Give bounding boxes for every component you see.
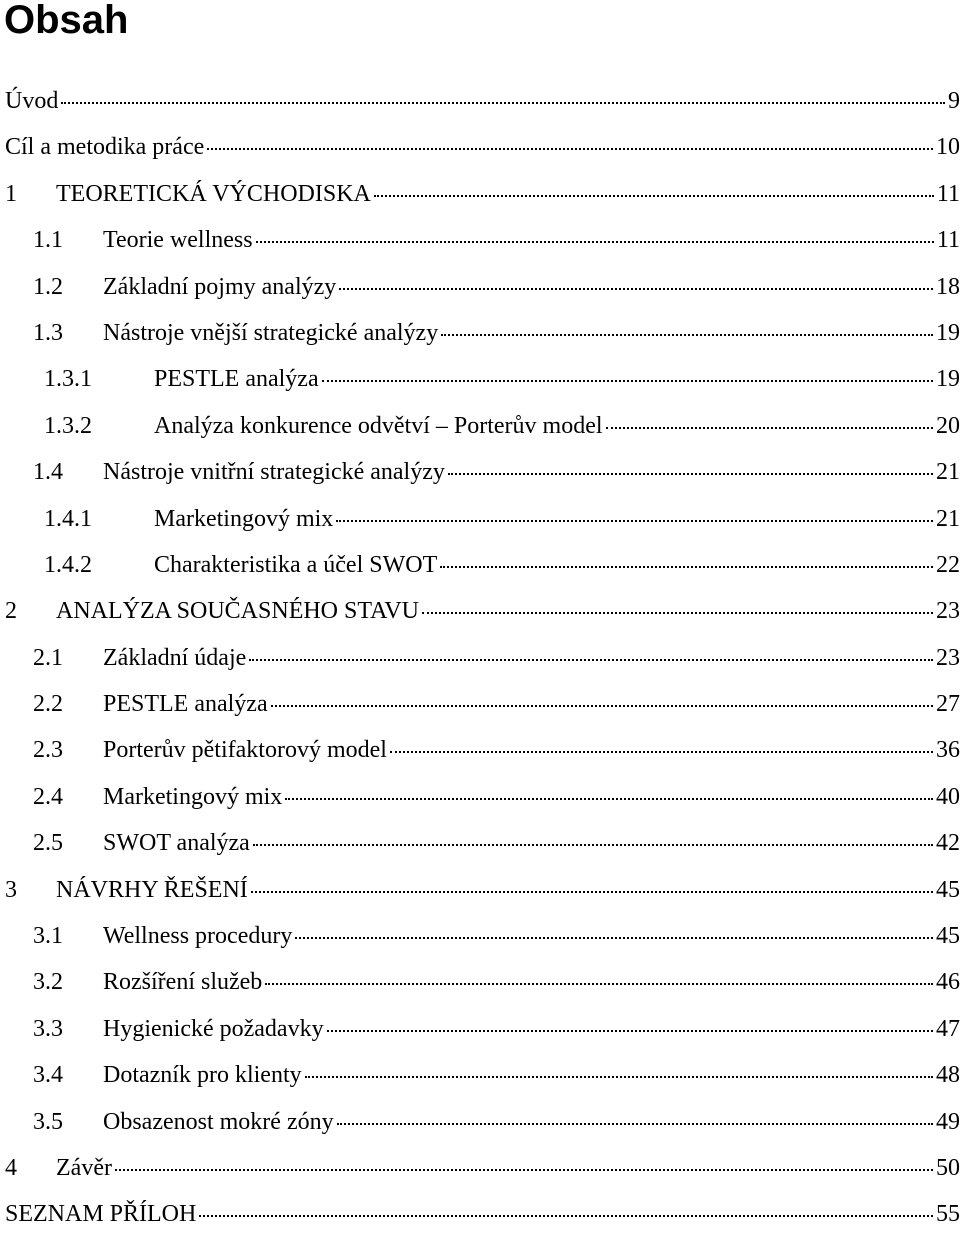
toc-entry-number: 2 [5,598,17,625]
dot-leader [61,102,945,104]
dot-leader [448,473,933,475]
toc-entry-number: 2.2 [33,691,63,718]
dot-leader [295,937,933,939]
toc-entry-page: 46 [936,969,960,996]
toc-entry[interactable] [0,356,960,402]
toc-entry[interactable] [0,1006,960,1052]
toc-entry[interactable] [0,820,960,866]
toc-entry-page: 40 [936,783,960,810]
toc-entry[interactable] [0,588,960,634]
toc-entry[interactable] [0,774,960,820]
toc-entry-number: 1.4 [33,459,63,486]
dot-leader [339,288,933,290]
toc-entry[interactable] [0,913,960,959]
dot-leader [440,566,933,568]
toc-entry-page: 47 [936,1015,960,1042]
dot-leader [327,1030,933,1032]
toc-entry-title: ANALÝZA SOUČASNÉHO STAVU [56,598,419,625]
toc-entry-title: Marketingový mix [154,505,334,532]
dot-leader [322,380,933,382]
toc-entry-number: 2.5 [33,830,63,857]
toc-entry-title: SEZNAM PŘÍLOH [5,1201,197,1228]
toc-entry[interactable] [0,496,960,542]
toc-entry-page: 45 [936,923,960,950]
toc-entry-title: Teorie wellness [103,227,253,254]
toc-entry-number: 2.1 [33,644,63,671]
toc-entry[interactable] [0,264,960,310]
toc-entry[interactable] [0,1145,960,1191]
page-title: Obsah [4,0,129,42]
toc-entry-page: 20 [936,412,960,439]
toc-entry[interactable] [0,217,960,263]
dot-leader [256,241,934,243]
dot-leader [305,1076,933,1078]
toc-entry-page: 9 [948,88,960,114]
toc-entry-title: PESTLE analýza [154,366,319,393]
toc-entry-page: 45 [936,876,960,903]
dot-leader [207,148,933,150]
toc-entry-number: 4 [5,1154,17,1181]
toc-entry-title: Charakteristika a účel SWOT [154,551,438,578]
toc-entry-page: 19 [936,366,960,393]
toc-entry[interactable] [0,78,960,124]
toc-entry-page: 23 [936,598,960,625]
toc-entry-title: SWOT analýza [103,830,250,857]
toc-entry[interactable] [0,171,960,217]
toc-entry-title: Obsazenost mokré zóny [103,1108,334,1135]
toc-entry-title: Porterův pětifaktorový model [103,737,387,764]
toc-entry-page: 42 [936,830,960,857]
toc-entry-number: 2.3 [33,737,63,764]
dot-leader [441,334,933,336]
toc-entry-number: 3 [5,876,17,903]
toc-entry-page: 21 [936,459,960,486]
toc-entry-number: 1 [5,180,17,207]
toc-entry-title: Marketingový mix [103,783,283,810]
toc-entry-page: 27 [936,691,960,718]
toc-entry-number: 1.3.1 [44,366,92,393]
toc-entry-title: Úvod [5,88,59,114]
toc-entry[interactable] [0,635,960,681]
toc-entry-title: PESTLE analýza [103,691,268,718]
toc-entry-number: 1.4.1 [44,505,92,532]
dot-leader [337,1123,933,1125]
dot-leader [390,751,933,753]
toc-entry-page: 23 [936,644,960,671]
dot-leader [285,798,933,800]
toc-entry-title: Hygienické požadavky [103,1015,324,1042]
toc-entry-number: 1.2 [33,273,63,300]
toc-entry[interactable] [0,1099,960,1145]
toc-entry[interactable] [0,310,960,356]
toc-entry-title: Základní údaje [103,644,247,671]
toc-entry-title: TEORETICKÁ VÝCHODISKA [56,180,371,207]
toc-entry-title: Základní pojmy analýzy [103,273,337,300]
toc-entry-title: Závěr [56,1154,112,1181]
dot-leader [271,705,933,707]
toc-entry-number: 1.3.2 [44,412,92,439]
toc-entry[interactable] [0,867,960,913]
toc-entry-title: Cíl a metodika práce [5,134,205,161]
toc-entry-number: 2.4 [33,783,63,810]
toc-entry[interactable] [0,403,960,449]
toc-entry-title: Nástroje vnitřní strategické analýzy [103,459,445,486]
dot-leader [199,1215,933,1217]
toc-entry-number: 3.5 [33,1108,63,1135]
toc-entry[interactable] [0,449,960,495]
toc-entry-page: 19 [936,319,960,346]
toc-entry-page: 49 [936,1108,960,1135]
toc-entry-page: 18 [936,273,960,300]
toc-entry-number: 1.1 [33,227,63,254]
dot-leader [249,659,933,661]
toc-entry-page: 10 [936,134,960,161]
toc-entry-page: 55 [936,1201,960,1228]
toc-entry-number: 3.4 [33,1062,63,1089]
table-of-contents [0,78,960,1238]
dot-leader [606,427,933,429]
toc-entry-title: Nástroje vnější strategické analýzy [103,319,439,346]
toc-entry[interactable] [0,959,960,1005]
toc-entry[interactable] [0,727,960,773]
toc-entry-title: Dotazník pro klienty [103,1062,302,1089]
toc-entry-title: Rozšíření služeb [103,969,263,996]
toc-entry[interactable] [0,542,960,588]
toc-entry-title: Wellness procedury [103,923,293,950]
dot-leader [253,844,933,846]
toc-entry-number: 1.3 [33,319,63,346]
dot-leader [374,195,934,197]
toc-entry-title: Analýza konkurence odvětví – Porterův model [154,412,603,439]
toc-entry[interactable] [0,1052,960,1098]
toc-entry[interactable] [0,1191,960,1237]
toc-entry-page: 48 [936,1062,960,1089]
dot-leader [251,891,933,893]
toc-entry-page: 21 [936,505,960,532]
toc-entry-title: NÁVRHY ŘEŠENÍ [56,876,248,903]
dot-leader [265,983,933,985]
toc-entry-page: 22 [936,551,960,578]
toc-entry-page: 11 [936,227,960,254]
toc-entry[interactable] [0,681,960,727]
toc-entry-number: 3.3 [33,1015,63,1042]
toc-entry-number: 1.4.2 [44,551,92,578]
toc-entry-number: 3.1 [33,923,63,950]
dot-leader [336,520,933,522]
toc-entry-page: 11 [936,180,960,207]
dot-leader [422,612,933,614]
toc-entry-page: 36 [936,737,960,764]
toc-entry-number: 3.2 [33,969,63,996]
toc-entry[interactable] [0,124,960,170]
dot-leader [115,1169,933,1171]
toc-entry-page: 50 [936,1154,960,1181]
